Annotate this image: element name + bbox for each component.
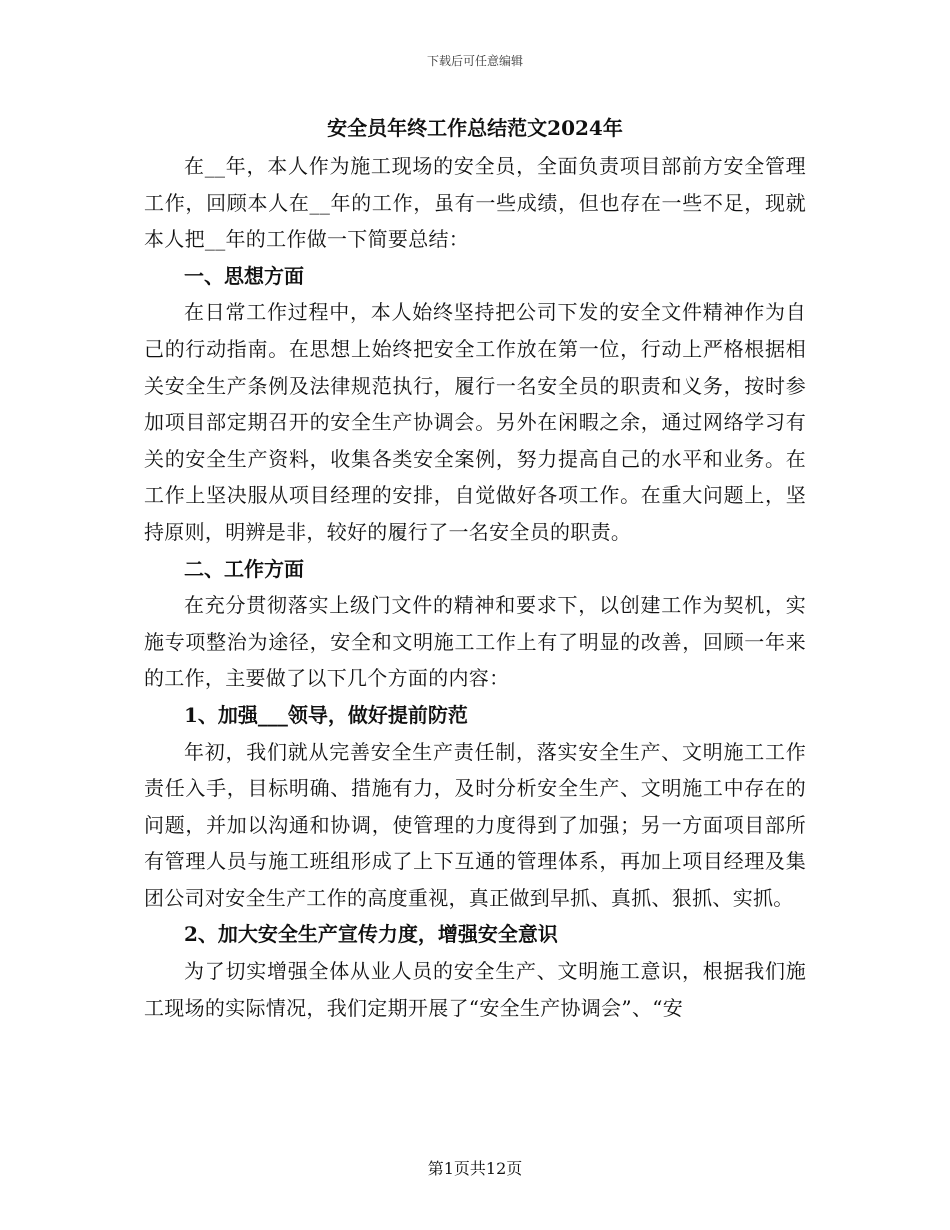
subsection-heading-leadership: 1、加强___领导，做好提前防范 [184,702,468,727]
section-heading-thought: 一、思想方面 [184,263,304,288]
subsection-heading-publicity: 2、加大安全生产宣传力度，增强安全意识 [184,922,558,947]
document-title: 安全员年终工作总结范文2024年 [327,116,623,140]
section-body-thought: 在日常工作过程中，本人始终坚持把公司下发的安全文件精神作为自己的行动指南。在思想上始终把安全工作放在第一位，行动上严格根据相关安全生产条例及法律规范执行，履行一名安全员的职责和义务，按时参加项目部定期召开的安全生产协调会。另外在闲暇之余，通过网络学习有关的安全生产资料，收集各类安全案例，努力提高自己的水平和业务。在工作上坚决服从项目经理的安排，自觉做好各项工作。在重大问题上，坚持原则，明辨是非，较好的履行了一名安全员的职责。 [144,300,806,544]
intro-paragraph: 在__年，本人作为施工现场的安全员，全面负责项目部前方安全管理工作，回顾本人在__年的工作，虽有一些成绩，但也存在一些不足，现就本人把__年的工作做一下简要总结： [144,154,806,252]
document-page [144,110,806,1026]
page-number: 第1页共12页 [427,1159,523,1178]
download-note: 下载后可任意编辑 [426,54,523,68]
section-heading-work: 二、工作方面 [184,556,304,581]
section-body-work: 在充分贯彻落实上级门文件的精神和要求下，以创建工作为契机，实施专项整治为途径，安全和文明施工工作上有了明显的改善，回顾一年来的工作，主要做了以下几个方面的内容： [144,593,806,691]
subsection-body-leadership: 年初，我们就从完善安全生产责任制，落实安全生产、文明施工工作责任入手，目标明确、措施有力，及时分析安全生产、文明施工中存在的问题，并加以沟通和协调，使管理的力度得到了加强；另一方面项目部所有管理人员与施工班组形成了上下互通的管理体系，再加上项目经理及集团公司对安全生产工作的高度重视，真正做到早抓、真抓、狠抓、实抓。 [144,739,806,910]
subsection-body-publicity: 为了切实增强全体从业人员的安全生产、文明施工意识，根据我们施工现场的实际情况，我们定期开展了“安全生产协调会”、“安 [144,959,806,1020]
